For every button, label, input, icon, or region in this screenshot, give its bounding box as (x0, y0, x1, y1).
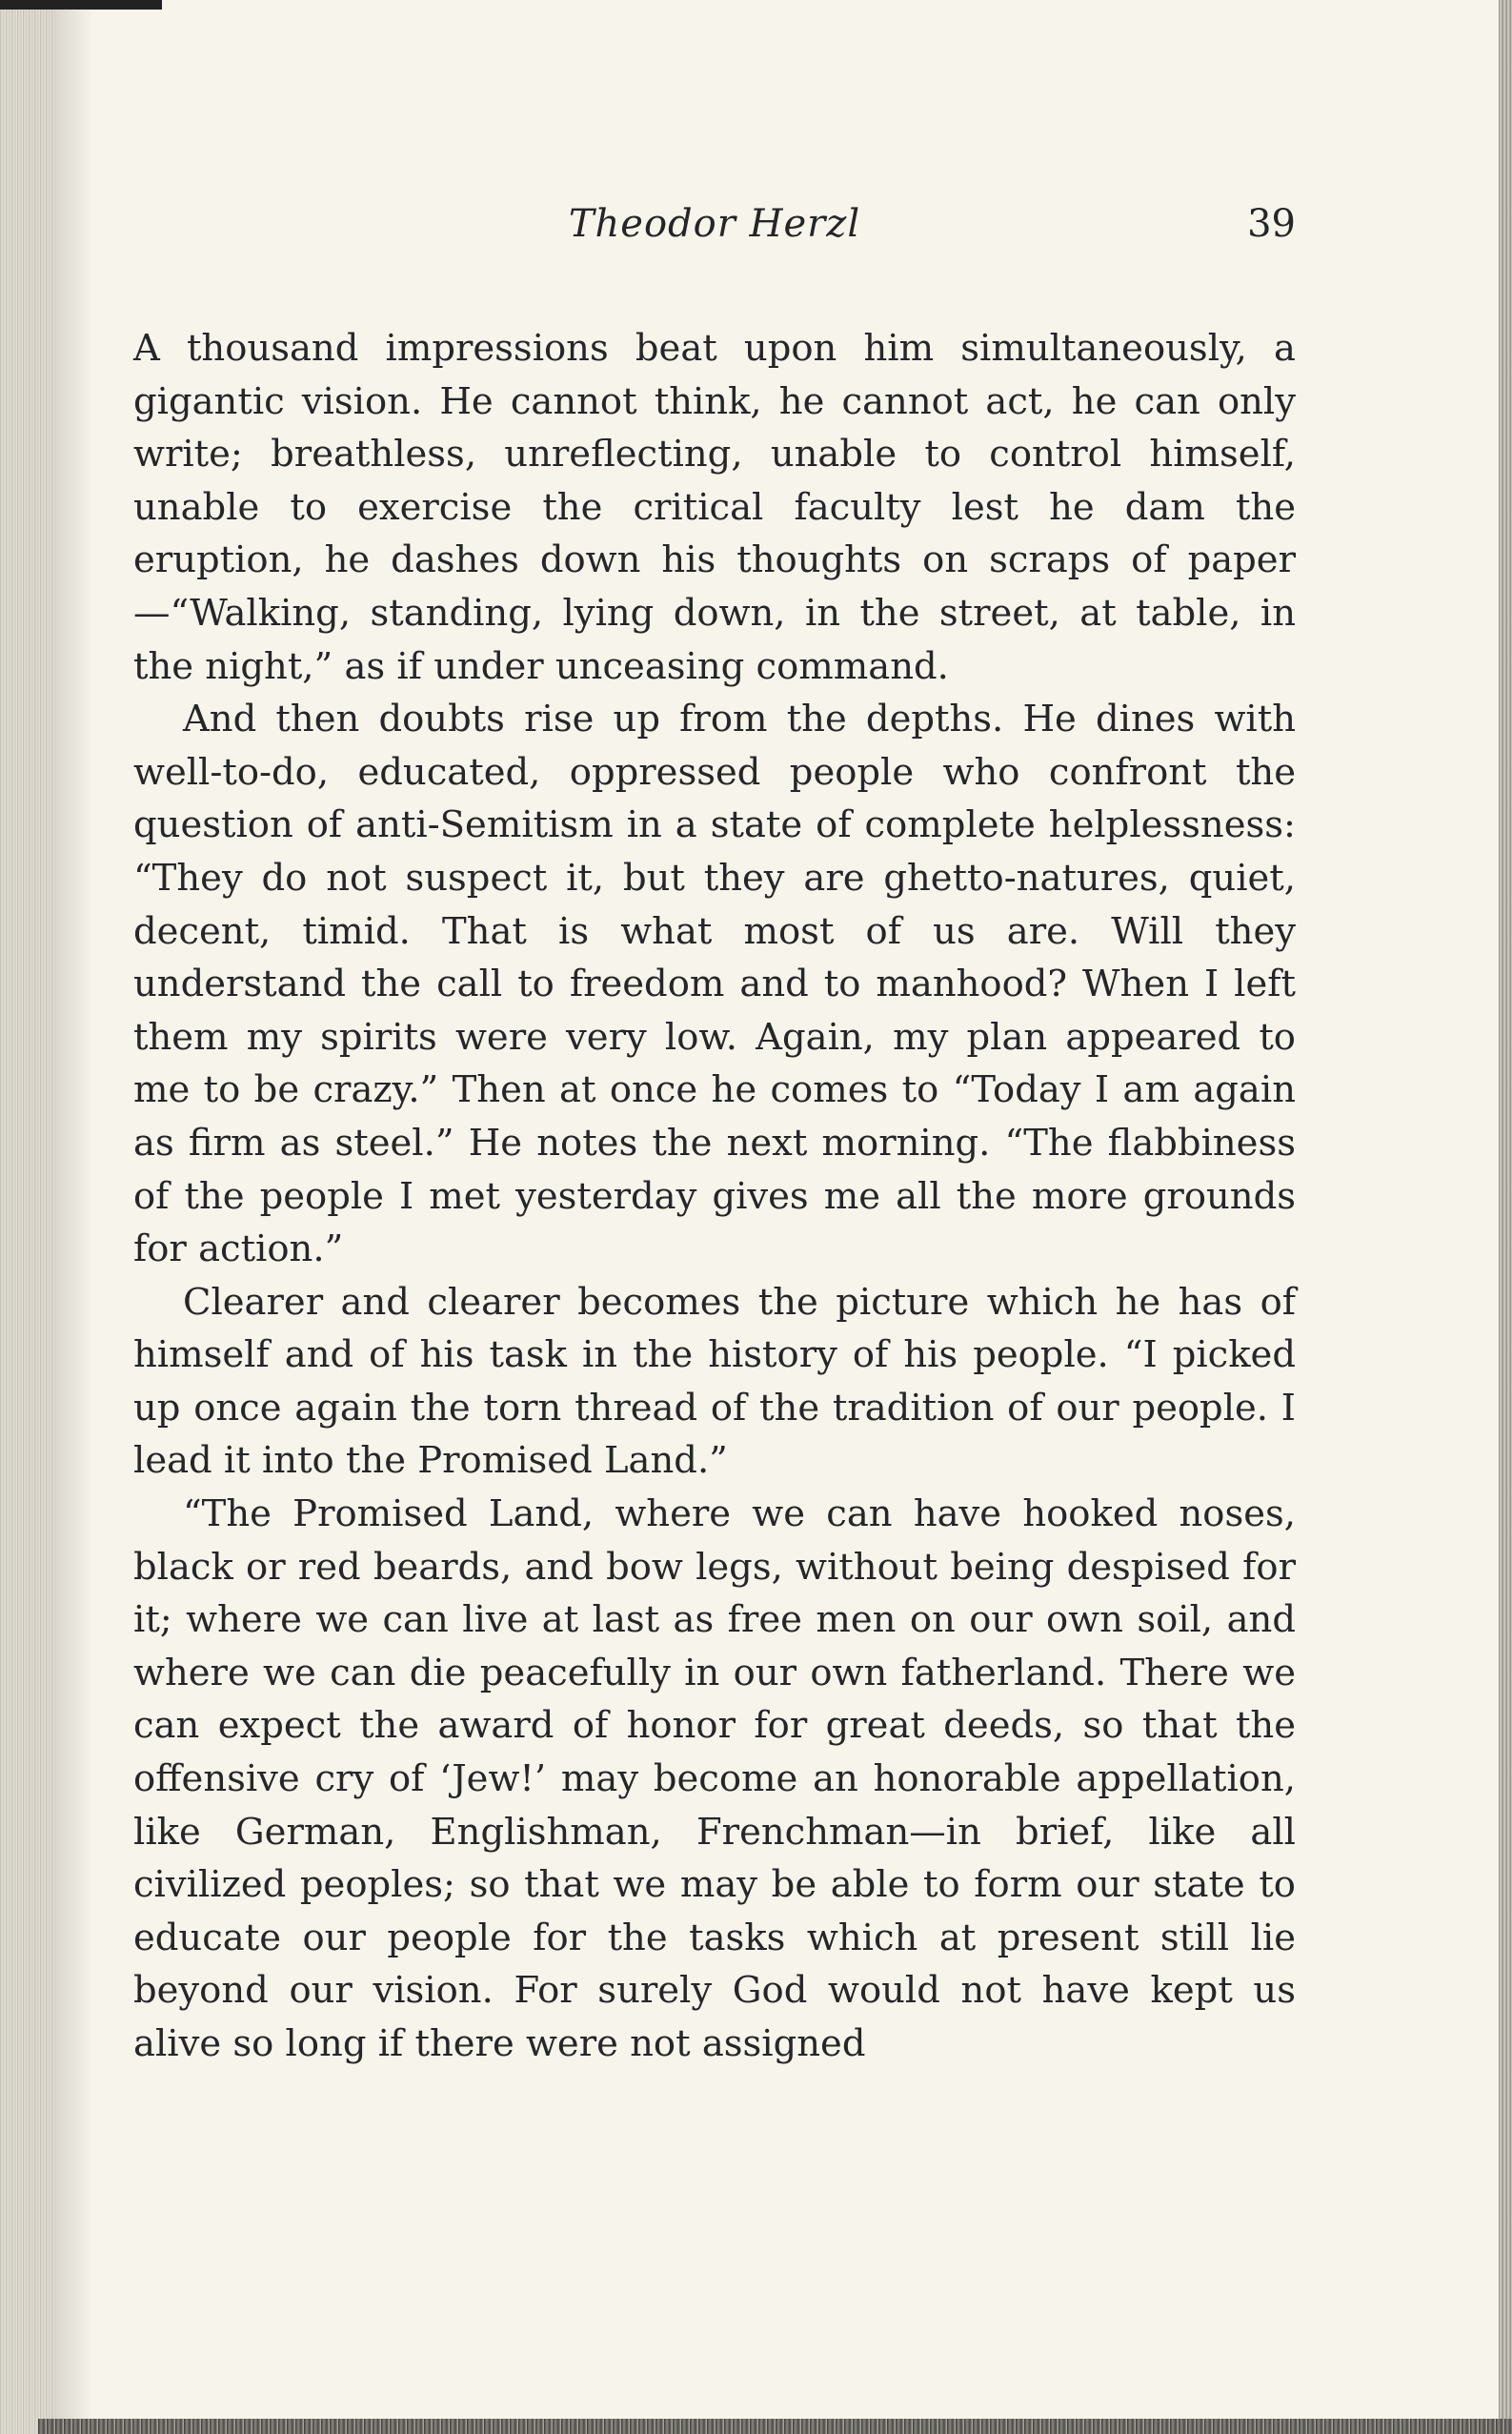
paragraph-3: Clearer and clearer becomes the picture which he has of himself and of his task in the history of his people. “I picked up once again the torn thread of the tradition of our people. I lead it into the Promised Land.” (133, 1280, 1296, 1483)
gutter-shadow (55, 0, 93, 2434)
running-title: Theodor Herzl (568, 202, 861, 246)
body-text (133, 322, 1296, 2071)
scan-bottom-edge (38, 2419, 1512, 2434)
paragraph-1: A thousand impressions beat upon him simultaneously, a gigantic vision. He cannot think, he cannot act, he can only write; breathless, unreflecting, unable to control himself, unable to exercise the critical faculty lest he dam the eruption, he dashes down his thoughts on scraps of paper—“Walking, standing, lying down, in the street, at table, in the night,” as if under unceasing command. (133, 327, 1296, 688)
scan-right-edge (1499, 0, 1512, 2434)
page-header (133, 202, 1296, 261)
page-number: 39 (1247, 202, 1296, 246)
scan-corner-mark (0, 0, 162, 10)
paragraph-2: And then doubts rise up from the depths. He dines with well-to-do, educated, oppressed people who confront the question of anti-Semitism in a state of complete helplessness: “They do not suspect it, but they are ghetto-natures, quiet, decent, timid. That is what most of us are. Will they understand the call to freedom and to manhood? When I left them my spirits were very low. Again, my plan appeared to me to be crazy.” Then at once he comes to “Today I am again as firm as steel.” He notes the next morning. “The flabbiness of the people I met yesterday gives me all the more grounds for action.” (133, 698, 1296, 1271)
scan-binding-edge (0, 0, 55, 2434)
paragraph-4: “The Promised Land, where we can have hooked noses, black or red beards, and bow legs, without being despised for it; where we can live at last as free men on our own soil, and where we can die peacefully in our own fatherland. There we can expect the award of honor for great deeds, so that the offensive cry of ‘Jew!’ may become an honorable appellation, like German, Englishman, Frenchman—in brief, like all civilized peoples; so that we may be able to form our state to educate our people for the tasks which at present still lie beyond our vision. For surely God would not have kept us alive so long if there were not assigned (133, 1492, 1296, 2065)
